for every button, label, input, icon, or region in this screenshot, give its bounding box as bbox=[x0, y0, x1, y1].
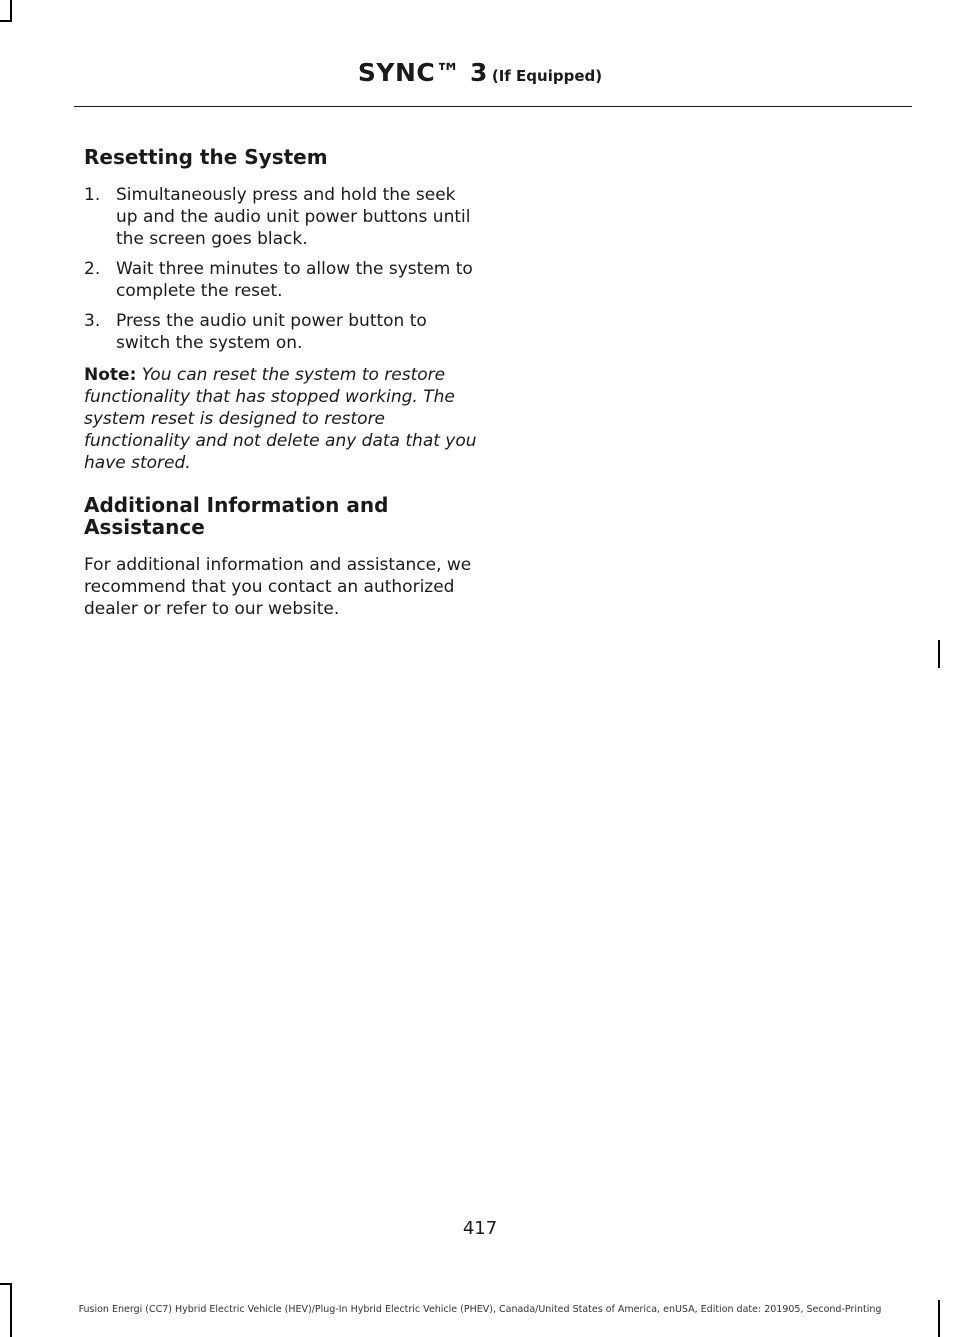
crop-mark-bottom-left-horizontal bbox=[0, 1283, 12, 1285]
main-content bbox=[84, 146, 479, 620]
header-rule bbox=[74, 106, 912, 107]
page-footer: Fusion Energi (CC7) Hybrid Electric Vehicle (HEV)/Plug-In Hybrid Electric Vehicle (PHEV), Canada/United States of America, enUSA, Edition date: 201905, Second-Printing bbox=[78, 1304, 882, 1315]
list-item bbox=[84, 258, 479, 302]
step-text: Press the audio unit power button to switch the system on. bbox=[116, 311, 427, 353]
crop-mark-top-left-vertical bbox=[10, 0, 12, 22]
reset-note bbox=[84, 364, 479, 474]
list-item bbox=[84, 184, 479, 250]
crop-mark-top-left-horizontal bbox=[0, 20, 12, 22]
step-number: 2. bbox=[84, 259, 101, 279]
step-text: Simultaneously press and hold the seek up and the audio unit power buttons until the screen goes black. bbox=[116, 185, 471, 249]
additional-body: For additional information and assistance, we recommend that you contact an authorized dealer or refer to our website. bbox=[84, 555, 472, 619]
reset-steps-list bbox=[84, 184, 479, 354]
crop-mark-right-middle bbox=[938, 640, 940, 668]
reset-heading: Resetting the System bbox=[84, 145, 328, 169]
step-number: 1. bbox=[84, 185, 101, 205]
step-text: Wait three minutes to allow the system to complete the reset. bbox=[116, 259, 473, 301]
note-label: Note: bbox=[84, 365, 137, 385]
additional-heading: Additional Information and Assistance bbox=[84, 493, 389, 539]
page-header bbox=[0, 58, 960, 87]
header-subtitle: (If Equipped) bbox=[491, 67, 603, 85]
step-number: 3. bbox=[84, 311, 101, 331]
page-number: 417 bbox=[462, 1218, 498, 1239]
note-text: You can reset the system to restore functionality that has stopped working. The system reset is designed to restore functionality and not delete any data that you have stored. bbox=[84, 365, 477, 473]
list-item bbox=[84, 310, 479, 354]
header-title: SYNC™ 3 bbox=[357, 58, 488, 87]
